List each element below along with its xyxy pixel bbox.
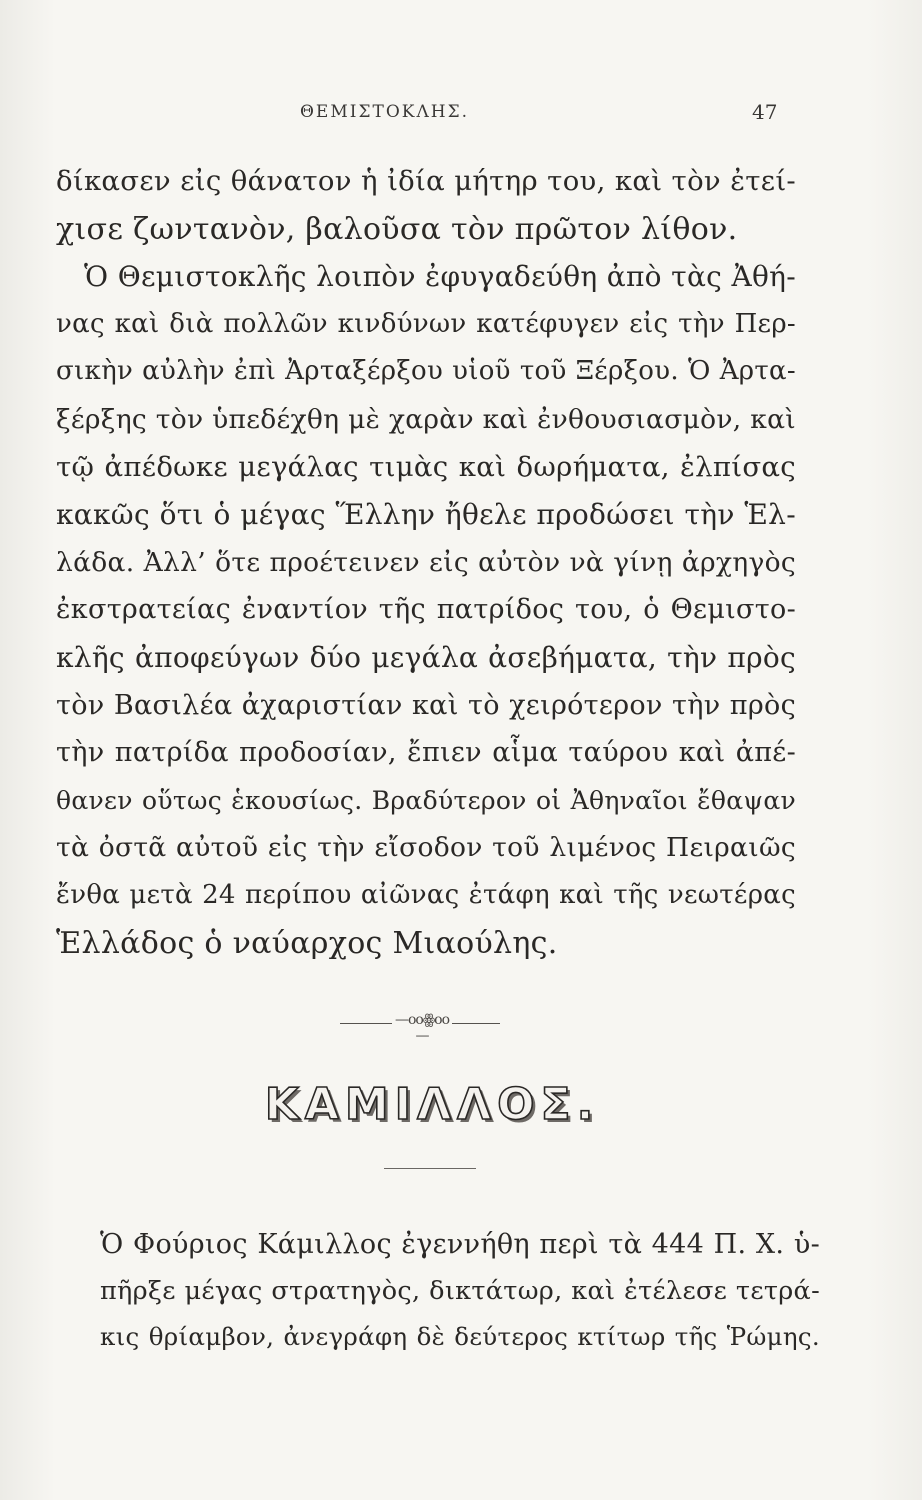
text-line: κις θρίαμβον, ἀνεγράφη δὲ δεύτερος κτίτωρ τῆς Ῥώμης. (100, 1322, 820, 1351)
body-paragraphs (56, 158, 796, 967)
text-line: λάδα. Ἀλλ’ ὅτε προέτεινεν εἰς αὐτὸν νὰ γίνῃ ἀρχηγὸς (56, 546, 796, 578)
text-line: ξέρξης τὸν ὑπεδέχθη μὲ χαρὰν καὶ ἐνθουσιασμὸν, καὶ (56, 403, 796, 435)
text-line: Ὁ Φούριος Κάμιλλος ἐγεννήθη περὶ τὰ 444 Π. Χ. ὑ- (100, 1229, 820, 1260)
page-number: 47 (752, 100, 778, 124)
text-line: χισε ζωντανὸν, βαλοῦσα τὸν πρῶτον λίθον. (56, 211, 738, 247)
ornament-rule-left (340, 1023, 392, 1024)
text-line: τὴν πατρίδα προδοσίαν, ἔπιεν αἷμα ταύρου καὶ ἀπέ- (56, 737, 796, 769)
title-rule (384, 1168, 476, 1169)
text-line: νας καὶ διὰ πολλῶν κινδύνων κατέφυγεν εἰς τὴν Περ- (56, 308, 796, 339)
ornament-rule-right (452, 1023, 500, 1024)
text-line: δίκασεν εἰς θάνατον ἡ ἰδία μήτηρ του, καὶ τὸν ἐτεί- (56, 165, 796, 197)
text-line: ἔνθα μετὰ 24 περίπου αἰῶνας ἐτάφη καὶ τῆς νεωτέρας (56, 879, 796, 910)
text-line: κακῶς ὅτι ὁ μέγας Ἕλλην ἤθελε προδώσει τὴν Ἑλ- (56, 498, 796, 532)
text-line: Ὁ Θεμιστοκλῆς λοιπὸν ἐφυγαδεύθη ἀπὸ τὰς Ἀθή- (84, 260, 796, 294)
text-line: ἐκστρατείας ἐναντίον τῆς πατρίδος του, ὁ Θεμιστο- (56, 594, 796, 626)
text-line: κλῆς ἀποφεύγων δύο μεγάλα ἀσεβήματα, τὴν πρὸς (56, 640, 796, 674)
text-line: σικὴν αὐλὴν ἐπὶ Ἀρταξέρξου υἱοῦ τοῦ Ξέρξου. Ὁ Ἀρτα- (56, 356, 796, 387)
text-line: τὰ ὀστᾶ αὐτοῦ εἰς τὴν εἴσοδον τοῦ λιμένος Πειραιῶς (56, 832, 796, 864)
text-line: τῷ ἀπέδωκε μεγάλας τιμὰς καὶ δωρήματα, ἐλπίσας (56, 450, 796, 483)
text-line: πῆρξε μέγας στρατηγὸς, δικτάτωρ, καὶ ἐτέλεσε τετρά- (100, 1276, 820, 1306)
running-header (0, 100, 922, 130)
text-line: θανεν οὕτως ἑκουσίως. Βραδύτερον οἱ Ἀθηναῖοι ἔθαψαν (56, 785, 796, 815)
running-title: ΘΕΜΙΣΤΟΚΛΗΣ. (300, 102, 469, 122)
chapter-paragraph (100, 1222, 820, 1360)
ornament-center: —ooꙮoo— (394, 1012, 450, 1044)
chapter-title: ΚΑΜΙΛΛΟΣ. (264, 1079, 600, 1130)
text-line: τὸν Βασιλέα ἀχαριστίαν καὶ τὸ χειρότερον τὴν πρὸς (56, 689, 796, 721)
section-ornament (340, 1012, 500, 1044)
text-line: Ἑλλάδος ὁ ναύαρχος Μιαούλης. (56, 925, 558, 961)
